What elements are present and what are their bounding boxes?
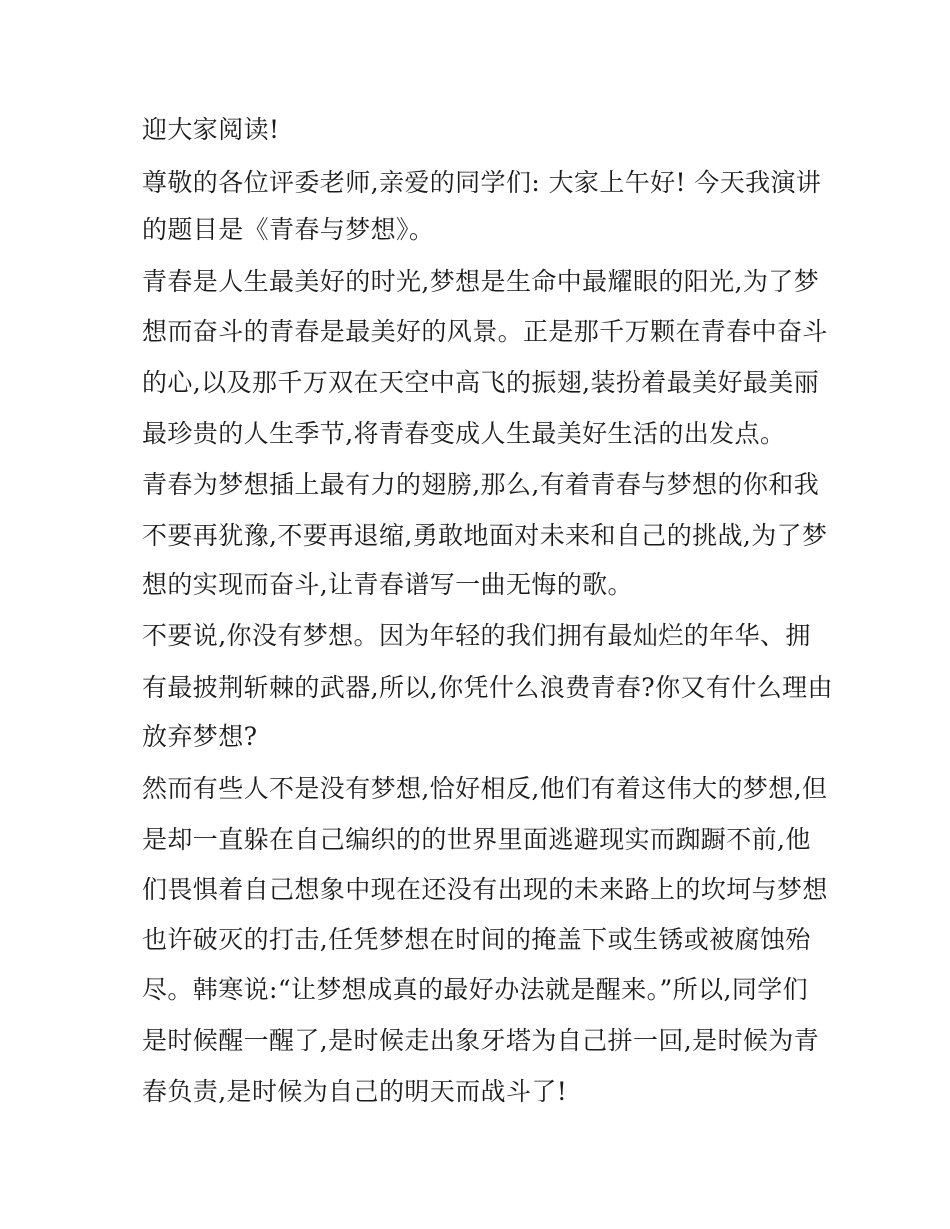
text-line: 们畏惧着自己想象中现在还没有出现的未来路上的坎坷与梦想 bbox=[142, 875, 828, 904]
text-line: 不要再犹豫,不要再退缩,勇敢地面对未来和自己的挑战,为了梦 bbox=[142, 521, 828, 550]
text-line: 最珍贵的人生季节,将青春变成人生最美好生活的出发点。 bbox=[142, 419, 786, 448]
text-line: 是时候醒一醒了,是时候走出象牙塔为自己拼一回,是时候为青 bbox=[142, 1026, 820, 1055]
text-line: 想的实现而奋斗,让青春谱写一曲无悔的歌。 bbox=[142, 570, 633, 599]
text-line: 想而奋斗的青春是最美好的风景。正是那千万颗在青春中奋斗 bbox=[142, 317, 828, 346]
text-line: 放弃梦想? bbox=[142, 722, 258, 751]
text-line: 迎大家阅读! bbox=[142, 115, 280, 144]
text-line: 尊敬的各位评委老师,亲爱的同学们: 大家上午好! 今天我演讲 bbox=[142, 168, 822, 197]
text-line: 春负责,是时候为自己的明天而战斗了! bbox=[142, 1077, 568, 1106]
text-line: 青春是人生最美好的时光,梦想是生命中最耀眼的阳光,为了梦 bbox=[142, 267, 820, 296]
text-line: 不要说,你没有梦想。因为年轻的我们拥有最灿烂的年华、拥 bbox=[142, 621, 811, 650]
text-line: 也许破灭的打击,任凭梦想在时间的掩盖下或生锈或被腐蚀殆 bbox=[142, 925, 811, 954]
text-line: 是却一直躲在自己编织的的世界里面逃避现实而踟蹰不前,他 bbox=[142, 825, 811, 854]
text-line: 有最披荆斩棘的武器,所以,你凭什么浪费青春?你又有什么理由 bbox=[142, 673, 833, 702]
text-line: 的心,以及那千万双在天空中高飞的振翅,装扮着最美好最美丽 bbox=[142, 368, 820, 397]
text-line: 青春为梦想插上最有力的翅膀,那么,有着青春与梦想的你和我 bbox=[142, 470, 820, 499]
text-line: 然而有些人不是没有梦想,恰好相反,他们有着这伟大的梦想,但 bbox=[142, 774, 828, 803]
text-line: 的题目是《青春与梦想》。 bbox=[142, 215, 435, 244]
text-line: 尽。韩寒说:“让梦想成真的最好办法就是醒来。”所以,同学们 bbox=[142, 975, 809, 1004]
